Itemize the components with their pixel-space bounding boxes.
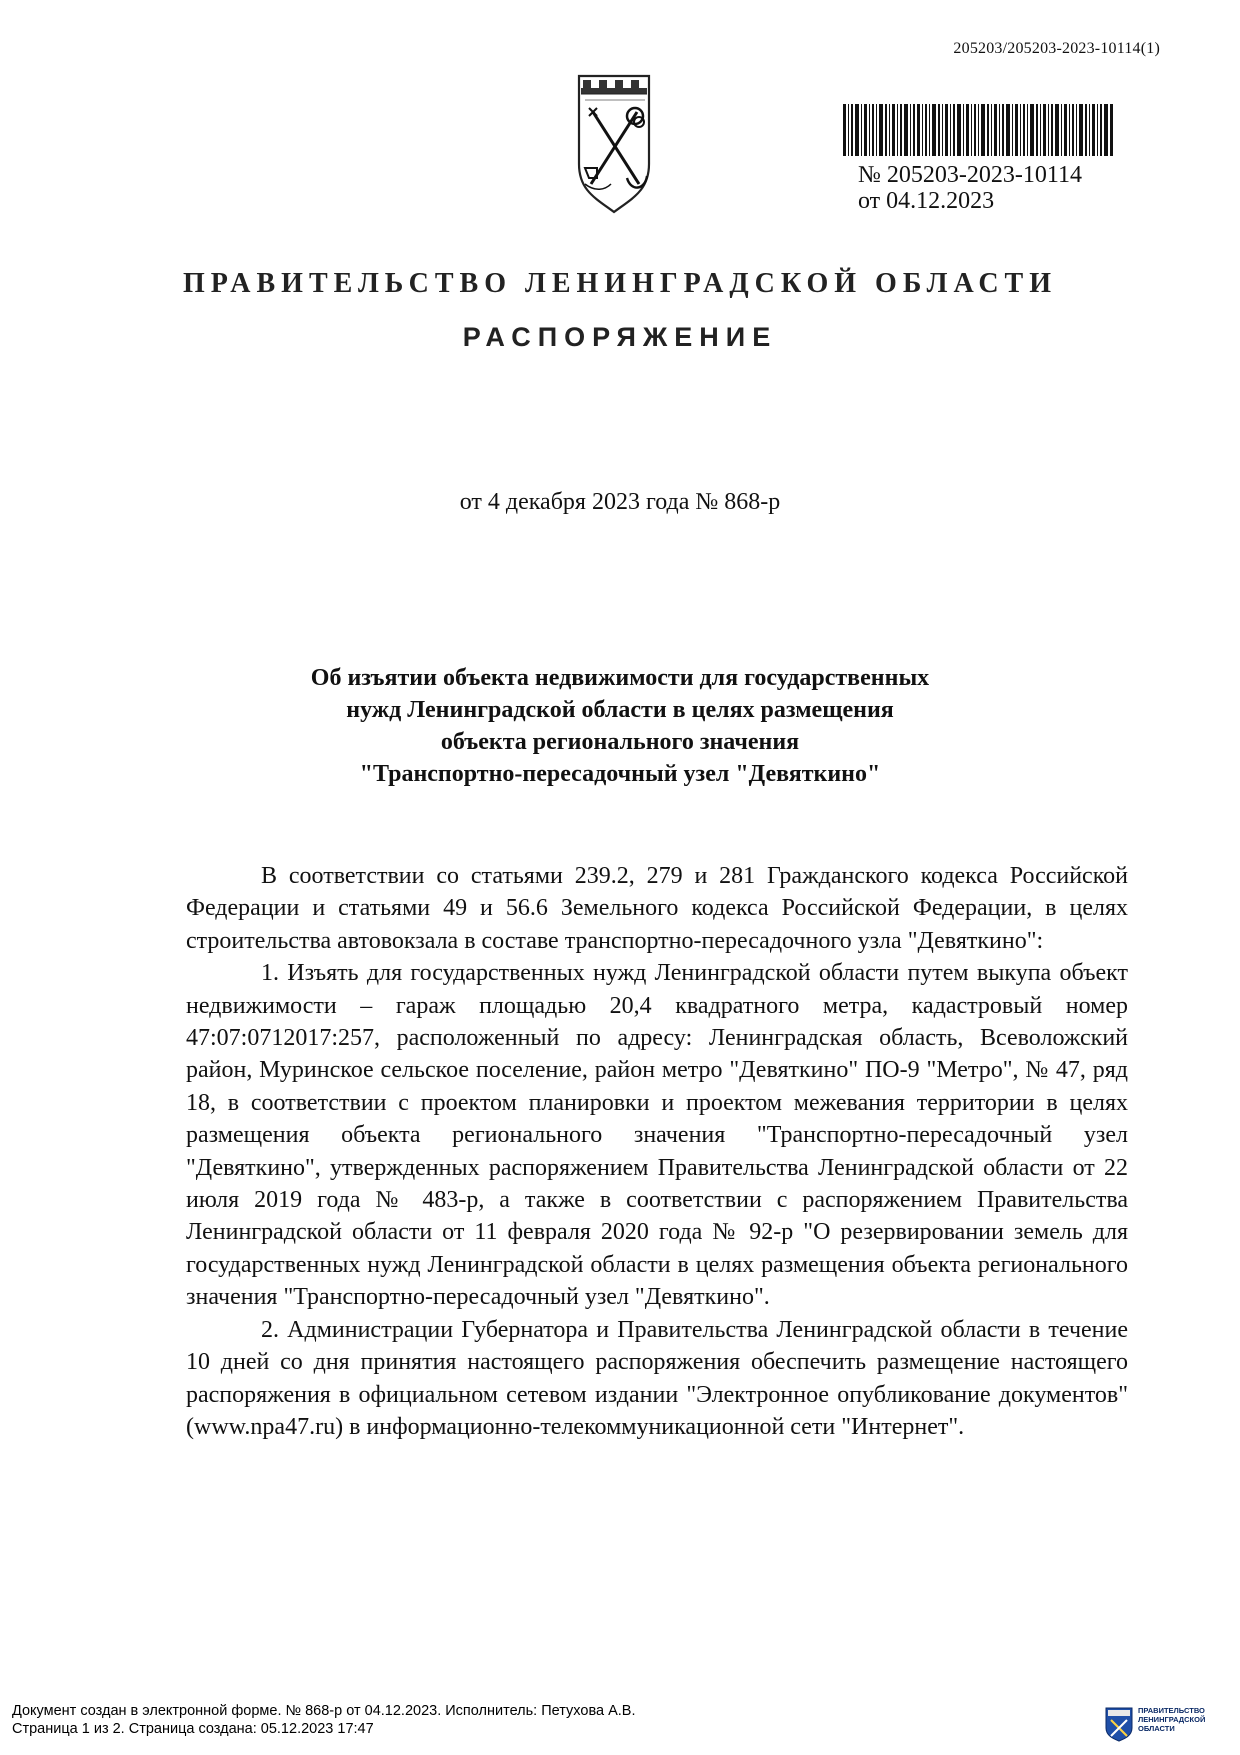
logo-text-line: ПРАВИТЕЛЬСТВО [1138, 1706, 1205, 1715]
title-line: объекта регионального значения [440, 729, 800, 755]
clause-1-paragraph: 1. Изъять для государственных нужд Ленинградской области путем выкупа объект недвижимости – гараж площадью 20,4 квадратного метра, кадастровый номер 47:07:0712017:257, расположенный по адресу: Ленинградская область, Всеволожский район, Муринское сельское поселение, район метро "Девяткино" ПО-9 "Метро", № 47, ряд 18, в соответствии с проектом планировки и проектом межевания территории в целях размещения объекта регионального значения "Транспортно-пересадочный узел "Девяткино", утвержденных распоряжением Правительства Ленинградской области от 22 июля 2019 года № 483-р, а также в соответствии с распоряжением Правительства Ленинградской области от 11 февраля 2020 года № 92-р "О резервировании земель для государственных нужд Ленинградской области в целях размещения объекта регионального значения "Транспортно-пересадочный узел "Девяткино". [186, 960, 1128, 1311]
footer-line-2: Страница 1 из 2. Страница создана: 05.12.2023 17:47 [12, 1721, 374, 1737]
registration-date: от 04.12.2023 [858, 188, 995, 214]
coat-of-arms-icon [575, 72, 653, 214]
logo-text [1138, 1706, 1205, 1733]
coat-of-arms-small-icon [1104, 1706, 1134, 1742]
footer-info [12, 1702, 635, 1738]
clause-2-paragraph: 2. Администрации Губернатора и Правительства Ленинградской области в течение 10 дней со дня принятия настоящего распоряжения обеспечить размещение настоящего распоряжения в официальном сетевом издании "Электронное опубликование документов" (www.npa47.ru) в информационно-телекоммуникационной сети "Интернет". [186, 1316, 1128, 1440]
document-kind: РАСПОРЯЖЕНИЕ [462, 322, 778, 352]
document-date-line: от 4 декабря 2023 года № 868-р [459, 489, 781, 515]
title-line: нужд Ленинградской области в целях размещения [346, 697, 894, 723]
logo-text-line: ОБЛАСТИ [1138, 1724, 1175, 1733]
registration-block [858, 162, 1082, 214]
barcode-icon [843, 104, 1113, 156]
document-title [0, 662, 1240, 790]
government-name: ПРАВИТЕЛЬСТВО ЛЕНИНГРАДСКОЙ ОБЛАСТИ [182, 268, 1058, 299]
footer-line-1: Документ создан в электронной форме. № 868-р от 04.12.2023. Исполнитель: Петухова А.В. [12, 1703, 636, 1719]
registration-number: № 205203-2023-10114 [858, 162, 1082, 188]
document-body [186, 860, 1128, 1443]
registration-top: 205203/205203-2023-10114(1) [953, 40, 1160, 57]
government-logo [1104, 1706, 1224, 1748]
logo-text-line: ЛЕНИНГРАДСКОЙ [1138, 1715, 1206, 1724]
title-line: Об изъятии объекта недвижимости для государственных [310, 665, 930, 691]
title-line: "Транспортно-пересадочный узел "Девяткино" [359, 761, 881, 787]
preamble-paragraph: В соответствии со статьями 239.2, 279 и 281 Гражданского кодекса Российской Федерации и статьями 49 и 56.6 Земельного кодекса Российской Федерации, в целях строительства автовокзала в составе транспортно-пересадочного узла "Девяткино": [186, 863, 1128, 954]
